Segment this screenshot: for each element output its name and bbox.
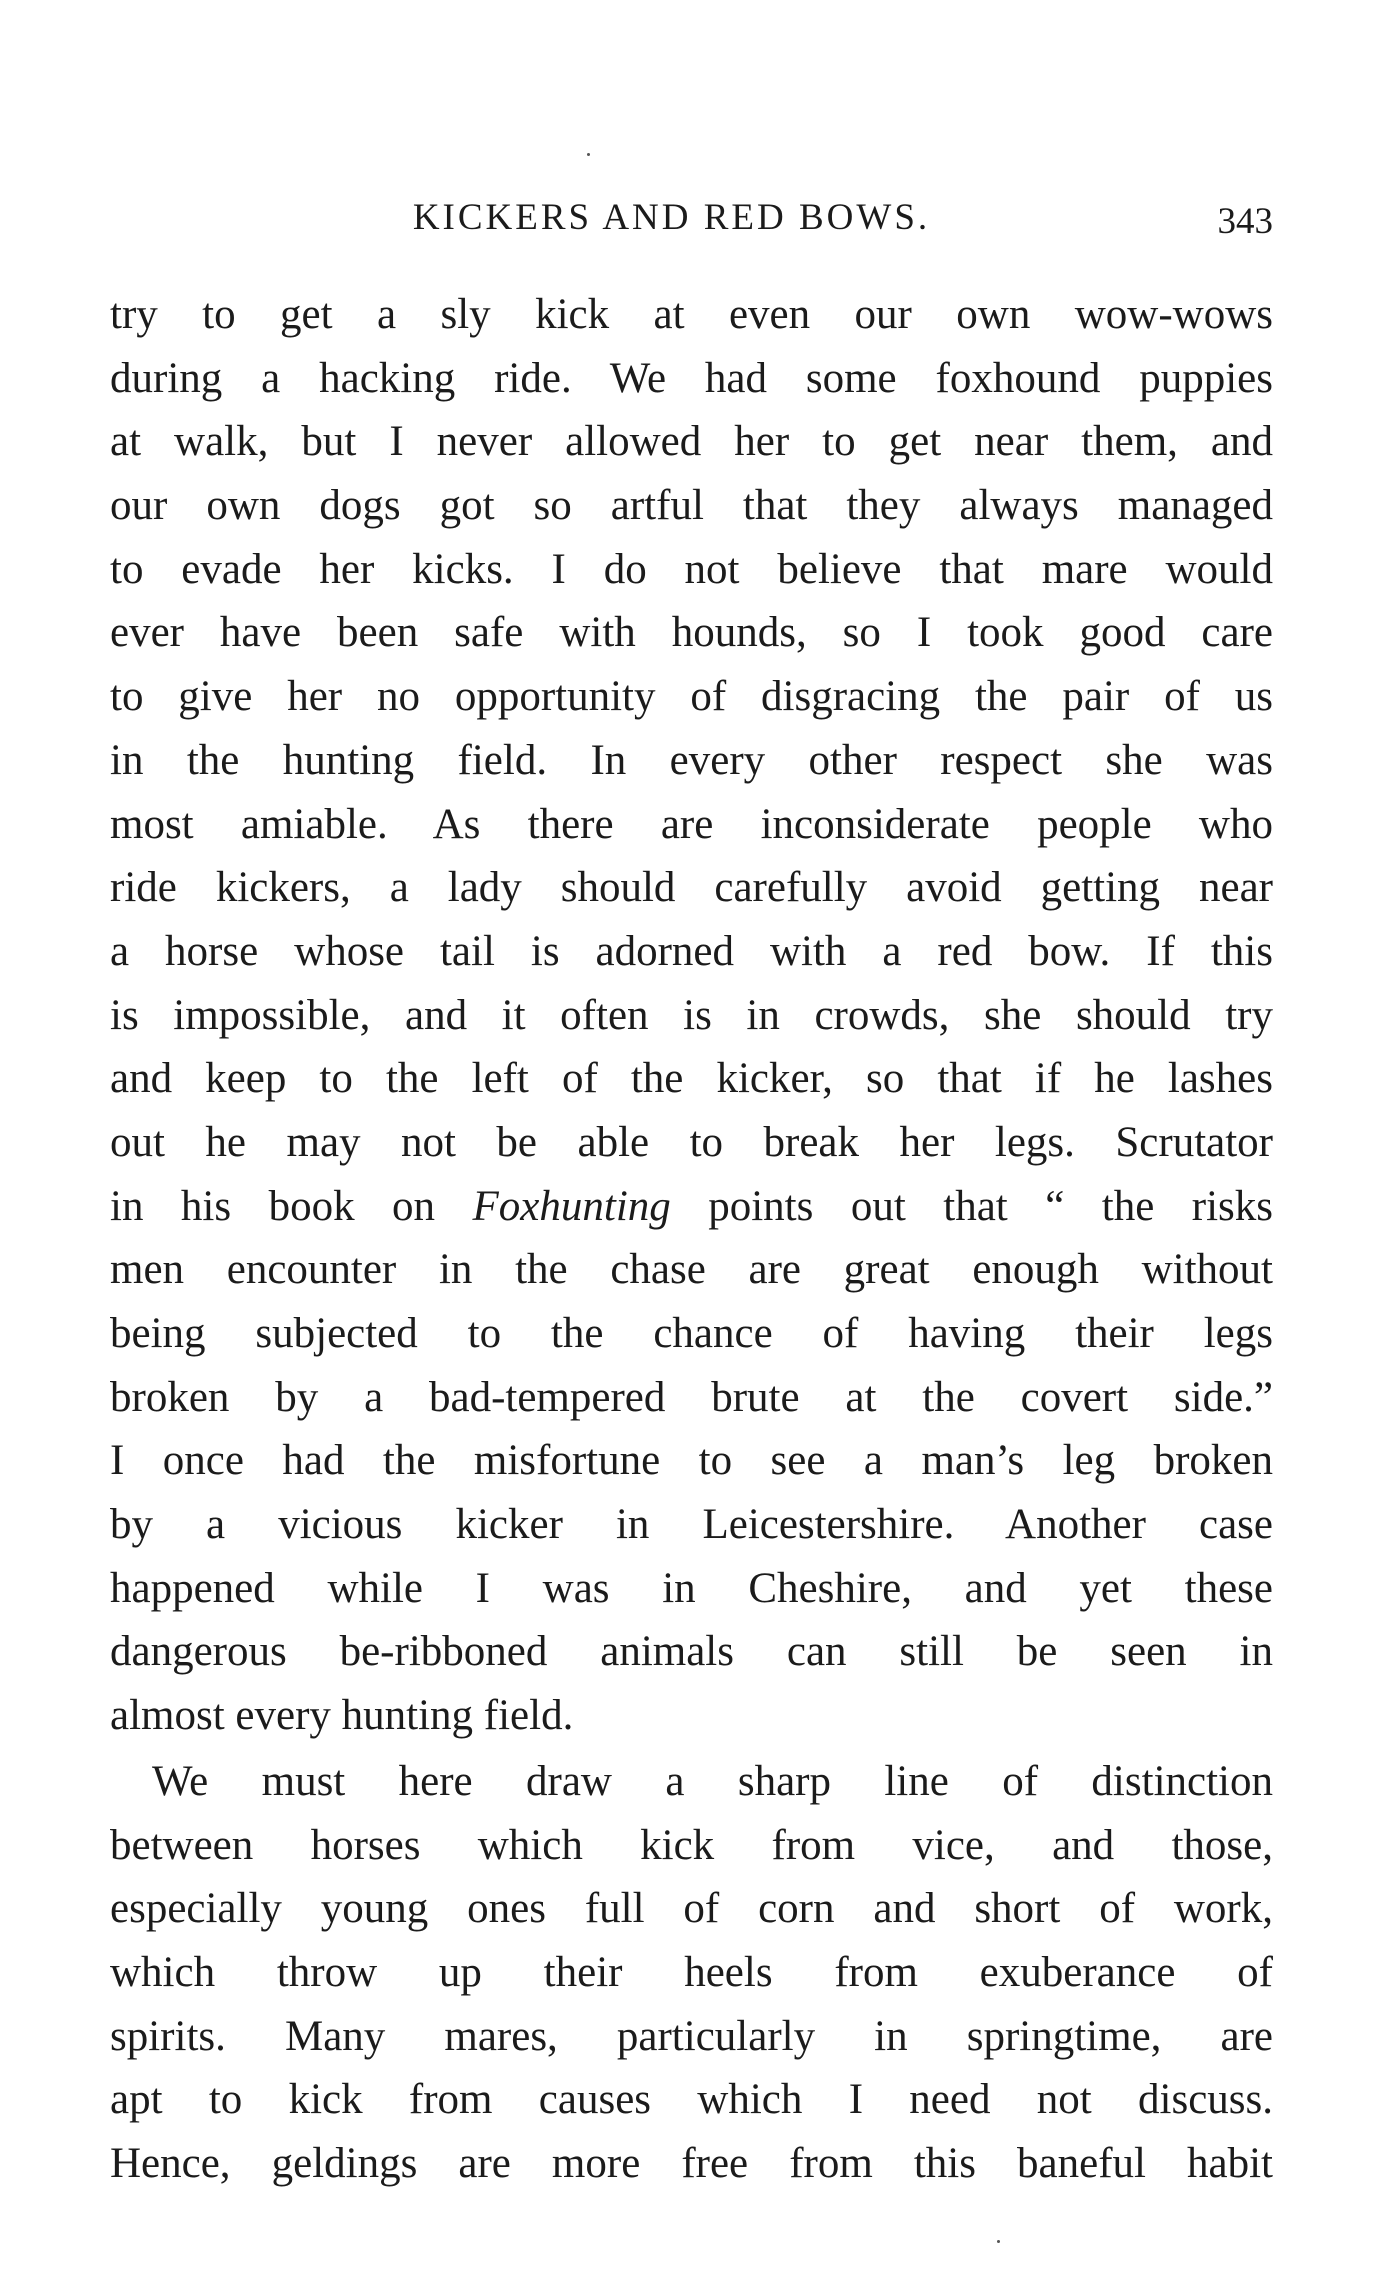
text-line: at walk, but I never allowed her to get near them, and [110,418,1273,466]
text-line: is impossible, and it often is in crowds, she should try [110,991,1273,1039]
text-line: especially young ones full of corn and short of work, [110,1885,1273,1933]
text-line: apt to kick from causes which I need not discuss. [110,2076,1273,2124]
text-line: by a vicious kicker in Leicestershire. Another case [110,1501,1273,1549]
text-line: and keep to the left of the kicker, so that if he lashes [110,1055,1273,1103]
text-line: dangerous be-ribboned animals can still be seen in [110,1628,1273,1676]
top-speck [587,153,590,156]
text-line: out he may not be able to break her legs. Scrutator [110,1118,1273,1166]
text-line: to evade her kicks. I do not believe that mare would [110,545,1273,593]
text-line: We must here draw a sharp line of distinction [152,1757,1273,1805]
text-line: between horses which kick from vice, and those, [110,1821,1273,1869]
paragraph-2 [110,1750,1273,2196]
text-line: Hence, geldings are more free from this baneful habit [110,2139,1273,2187]
text-line: during a hacking ride. We had some foxhound puppies [110,354,1273,402]
book-title-italic: Foxhunting [472,1182,671,1230]
text-line: broken by a bad-tempered brute at the covert side.” [110,1373,1273,1421]
text-line: men encounter in the chase are great enough without [110,1246,1273,1294]
text-line: spirits. Many mares, particularly in springtime, are [110,2012,1273,2060]
text-line: try to get a sly kick at even our own wow-wows [110,291,1273,338]
page-header [110,196,1273,246]
text-line: most amiable. As there are inconsiderate people who [110,800,1273,848]
text-line: a horse whose tail is adorned with a red bow. If this [110,927,1273,975]
page-body [110,283,1273,2196]
text-line-with-italic [110,1175,1273,1239]
text-line: being subjected to the chance of having their legs [110,1310,1273,1357]
text-line: our own dogs got so artful that they always managed [110,482,1273,530]
text-line: to give her no opportunity of disgracing the pair of us [110,673,1273,721]
text: in his book on [110,1182,473,1230]
running-title: KICKERS AND RED BOWS. [412,197,931,238]
text-line: happened while I was in Cheshire, and yet these [110,1564,1273,1612]
text-line: almost every hunting field. [110,1692,574,1740]
text-line: I once had the misfortune to see a man’s leg broken [110,1437,1273,1485]
bottom-speck [997,2240,1000,2243]
text-line: ride kickers, a lady should carefully avoid getting near [110,864,1273,912]
page-number: 343 [1217,201,1273,242]
text-line: which throw up their heels from exuberance of [110,1948,1273,1996]
text-line: ever have been safe with hounds, so I took good care [110,609,1273,657]
text-line: in the hunting field. In every other respect she was [110,736,1273,784]
paragraph-1 [110,283,1273,1748]
text: points out that “ the risks [670,1182,1273,1230]
